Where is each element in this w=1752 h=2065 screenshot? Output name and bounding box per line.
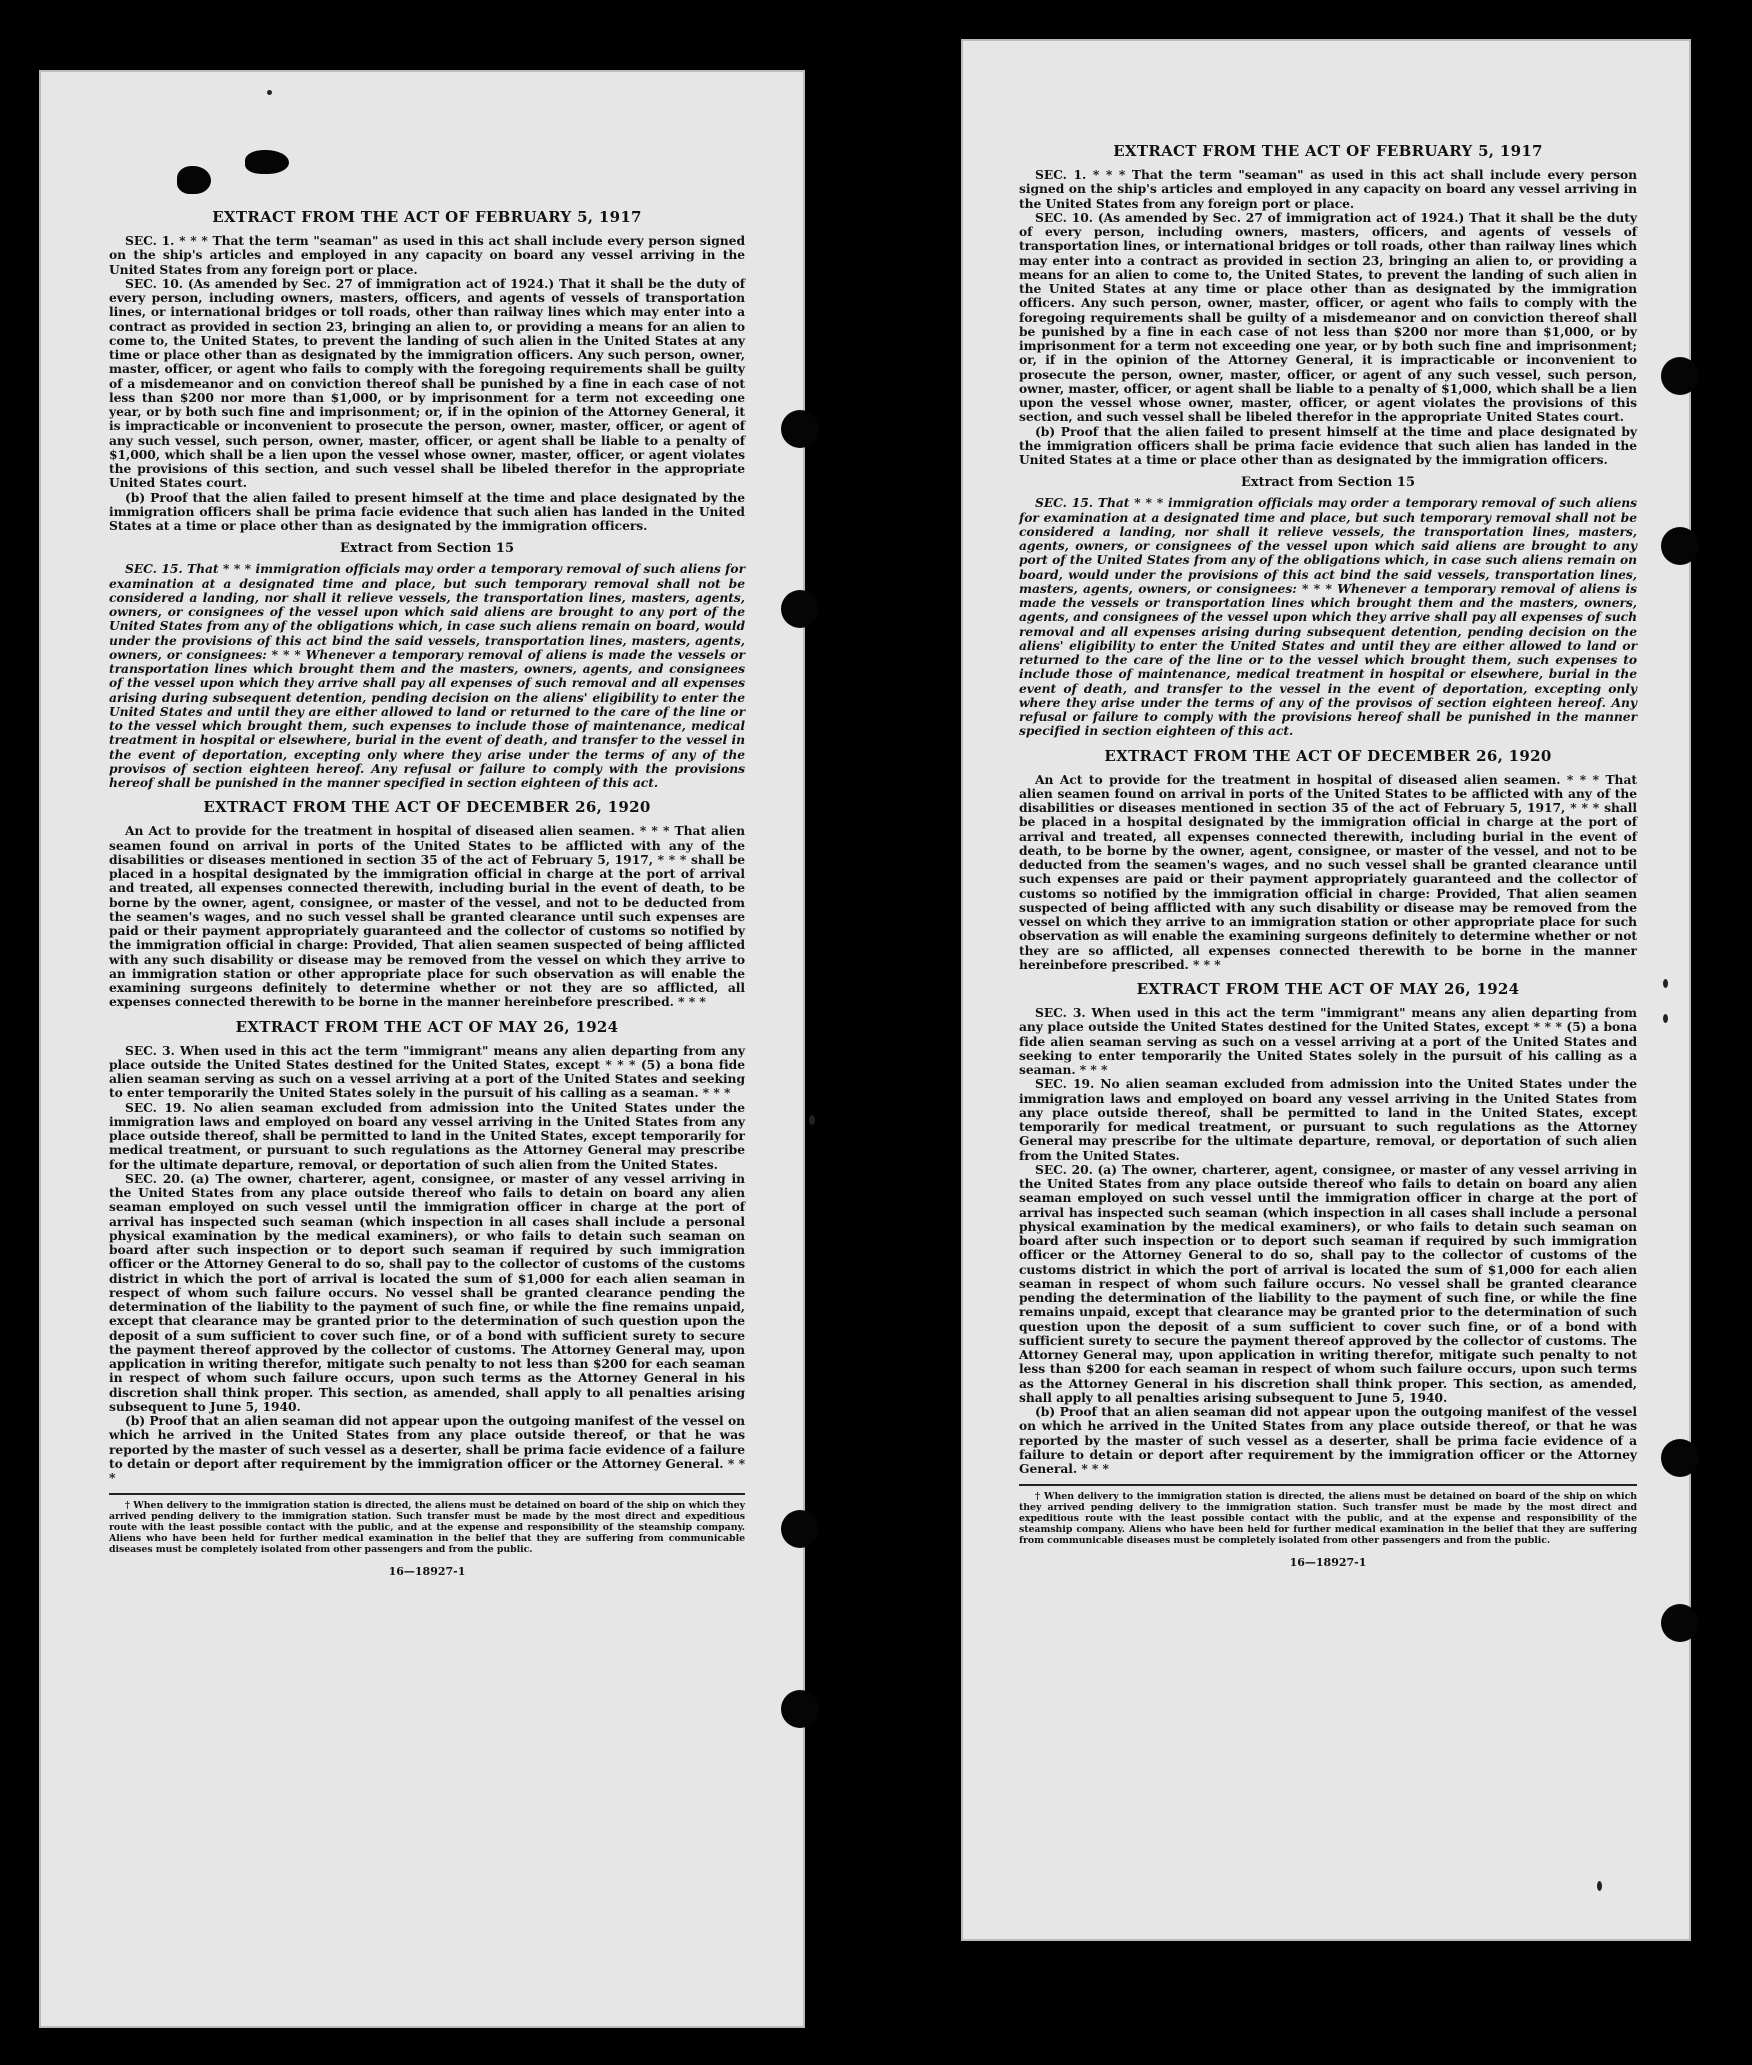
paragraph-proof-seaman: (b) Proof that an alien seaman did not appear upon the outgoing manifest of the vessel on which he arrived in the United States from any place outside thereof, or that he was reported by the master of such vessel as a deserter, shall be prima facie evidence of a failure to detain or deport after requirement by the immigration officer or the Attorney General. * * * xyxy=(1019,1404,1637,1476)
paragraph-proof-b: (b) Proof that the alien failed to present himself at the time and place designated by the immigration officers shall be prima facie evidence that such alien has landed in the United States at a time or place other than as designated by the immigration officers. xyxy=(109,489,745,533)
punch-hole xyxy=(1661,357,1699,395)
punch-hole xyxy=(1661,527,1699,565)
footnote-rule xyxy=(1019,1484,1637,1486)
paragraph-sec-19: SEC. 19. No alien seaman excluded from admission into the United States under the immigration laws and employed on board any vessel arriving in the United States from any place outside thereof, shall be permitted to land in the United States, except temporarily for medical treatment, or pursuant to such regulations as the Attorney General may prescribe for the ultimate departure, removal, or deportation of such alien from the United States. xyxy=(109,1099,745,1172)
paragraph-sec-19: SEC. 19. No alien seaman excluded from admission into the United States under the immigration laws and employed on board any vessel arriving in the United States from any place outside thereof, shall be permitted to land in the United States, except temporarily for medical treatment, or pursuant to such regulations as the Attorney General may prescribe for the ultimate departure, removal, or deportation of such alien from the United States. xyxy=(1019,1076,1637,1163)
ink-blot xyxy=(245,150,289,174)
paragraph-proof-b: (b) Proof that the alien failed to present himself at the time and place designated by the immigration officers shall be prima facie evidence that such alien has landed in the United States at a time or place other than as designated by the immigration officers. xyxy=(1019,423,1637,467)
heading-section-15: Extract from Section 15 xyxy=(1240,475,1416,491)
punch-hole xyxy=(1661,1439,1699,1477)
ink-speck xyxy=(809,1115,815,1125)
paragraph-sec-3: SEC. 3. When used in this act the term "immigrant" means any alien departing from any place outside the United States destined for the United States, except * * * (5) a bona fide alien seaman serving as such on a vessel arriving at a port of the United States and seeking to enter temporarily the United States solely in the pursuit of his calling as a seaman. * * * xyxy=(109,1042,745,1101)
footnote: † When delivery to the immigration station is directed, the aliens must be detained on board of the ship on which they arrived pending delivery to the immigration station. Such transfer must be made by the most direct and expeditious route with the least possible contact with the public, and at the expense and responsibility of the steamship company. Aliens who have been held for further medical examination in the belief that they are suffering from communicable diseases must be completely isolated from other passengers and from the public. xyxy=(109,1500,745,1555)
paragraph-sec-3: SEC. 3. When used in this act the term "immigrant" means any alien departing from any place outside the United States destined for the United States, except * * * (5) a bona fide alien seaman serving as such on a vessel arriving at a port of the United States and seeking to enter temporarily the United States solely in the pursuit of his calling as a seaman. * * * xyxy=(1019,1005,1637,1077)
punch-hole xyxy=(781,1690,819,1728)
paragraph-sec-20: SEC. 20. (a) The owner, charterer, agent, consignee, or master of any vessel arriving in the United States from any place outside thereof who fails to detain on board any alien seaman employed on such vessel until the immigration officer in charge at the port of arrival has inspected such seaman (which inspection in all cases shall include a personal physical examination by the medical examiners), or who fails to detain such seaman on board after such inspection or to deport such seaman if required by such immigration officer or the Attorney General to do so, shall pay to the collector of customs of the customs district in which the port of arrival is located the sum of $1,000 for each alien seaman in respect of whom such failure occurs. No vessel shall be granted clearance pending the determination of the liability to the payment of such fine, or while the fine remains unpaid, except that clearance may be granted prior to the determination of such question upon the deposit of a sum sufficient to cover such fine, or of a bond with sufficient surety to secure the payment thereof approved by the collector of customs. The Attorney General may, upon application in writing therefor, mitigate such penalty to not less than $200 for each seaman in respect of whom such failure occurs, upon such terms as the Attorney General in his discretion shall think proper. This section, as amended, shall apply to all penalties arising subsequent to June 5, 1940. xyxy=(1019,1161,1637,1405)
heading-act-may-1924: EXTRACT FROM THE ACT OF MAY 26, 1924 xyxy=(235,1017,619,1036)
paragraph-act-1920: An Act to provide for the treatment in hospital of diseased alien seamen. * * * That alien seamen found on arrival in ports of the United States to be afflicted with any of the disabilities or diseases mentioned in section 35 of the act of February 5, 1917, * * * shall be placed in a hospital designated by the immigration official in charge at the port of arrival and treated, all expenses connected therewith, including burial in the event of death, to be borne by the owner, agent, consignee, or master of the vessel, and not to be deducted from the seamen's wages, and no such vessel shall be granted clearance until such expenses are paid or their payment appropriately guaranteed and the collector of customs so notified by the immigration official in charge: Provided, That alien seamen suspected of being afflicted with any such disability or disease may be removed from the vessel on which they arrive to an immigration station or other appropriate place for such observation as will enable the examining surgeons definitely to determine whether or not they are so afflicted, all expenses connected therewith to be borne in the manner hereinbefore prescribed. * * * xyxy=(109,823,745,1010)
heading-act-december-1920: EXTRACT FROM THE ACT OF DECEMBER 26, 1920 xyxy=(1104,746,1552,765)
paragraph-sec-10: SEC. 10. (As amended by Sec. 27 of immigration act of 1924.) That it shall be the duty of every person, including owners, masters, officers, and agents of vessels of transportation lines, or international bridges or toll roads, other than railway lines which may enter into a contract as provided in section 23, bringing an alien to, or providing a means for an alien to come to, the United States, to prevent the landing of such alien in the United States at any time or place other than as designated by the immigration officers. Any such person, owner, master, officer, or agent who fails to comply with the foregoing requirements shall be guilty of a misdemeanor and on conviction thereof shall be punished by a fine in each case of not less than $200 nor more than $1,000, or by imprisonment for a term not exceeding one year, or by both such fine and imprisonment; or, if in the opinion of the Attorney General, it is impracticable or inconvenient to prosecute the person, owner, master, officer, or agent of any such vessel, such person, owner, master, officer, or agent shall be liable to a penalty of $1,000, which shall be a lien upon the vessel whose owner, master, officer, or agent violates the provisions of this section, and such vessel shall be libeled therefor in the appropriate United States court. xyxy=(109,275,745,491)
ink-speck xyxy=(1663,979,1668,988)
heading-act-may-1924: EXTRACT FROM THE ACT OF MAY 26, 1924 xyxy=(1136,980,1520,998)
paragraph-sec-1: SEC. 1. * * * That the term "seaman" as used in this act shall include every person signed on the ship's articles and employed in any capacity on board any vessel arriving in the United States from any foreign port or place. xyxy=(109,233,745,277)
heading-act-february-1917: EXTRACT FROM THE ACT OF FEBRUARY 5, 1917 xyxy=(212,208,642,226)
punch-hole xyxy=(781,410,819,448)
ink-blot xyxy=(177,166,211,194)
punch-hole xyxy=(781,590,819,628)
paragraph-act-1920: An Act to provide for the treatment in hospital of diseased alien seamen. * * * That alien seamen found on arrival in ports of the United States to be afflicted with any of the disabilities or diseases mentioned in section 35 of the act of February 5, 1917, * * * shall be placed in a hospital designated by the immigration official in charge at the port of arrival and treated, all expenses connected therewith, including burial in the event of death, to be borne by the owner, agent, consignee, or master of the vessel, and not to be deducted from the seamen's wages, and no such vessel shall be granted clearance until such expenses are paid or their payment appropriately guaranteed and the collector of customs so notified by the immigration official in charge: Provided, That alien seamen suspected of being afflicted with any such disability or disease may be removed from the vessel on which they arrive to an immigration station or other appropriate place for such observation as will enable the examining surgeons definitely to determine whether or not they are so afflicted, all expenses connected therewith to be borne in the manner hereinbefore prescribed. * * * xyxy=(1019,771,1637,972)
heading-act-december-1920: EXTRACT FROM THE ACT OF DECEMBER 26, 1920 xyxy=(203,798,651,817)
punch-hole xyxy=(1661,1604,1699,1642)
paragraph-proof-seaman: (b) Proof that an alien seaman did not appear upon the outgoing manifest of the vessel on which he arrived in the United States from any place outside thereof, or that he was reported by the master of such vessel as a deserter, shall be prima facie evidence of a failure to detain or deport after requirement by the immigration officer or the Attorney General. * * * xyxy=(109,1413,745,1485)
document-number: 16—18927-1 xyxy=(1289,1556,1367,1570)
ink-speck xyxy=(1663,1014,1668,1023)
document-page-right xyxy=(961,39,1691,1941)
ink-speck xyxy=(267,90,272,95)
paragraph-sec-10: SEC. 10. (As amended by Sec. 27 of immigration act of 1924.) That it shall be the duty of every person, including owners, masters, officers, and agents of vessels of transportation lines, or international bridges or toll roads, other than railway lines which may enter into a contract as provided in section 23, bringing an alien to, or providing a means for an alien to come to, the United States, to prevent the landing of such alien in the United States at any time or place other than as designated by the immigration officers. Any such person, owner, master, officer, or agent who fails to comply with the foregoing requirements shall be guilty of a misdemeanor and on conviction thereof shall be punished by a fine in each case of not less than $200 nor more than $1,000, or by imprisonment for a term not exceeding one year, or by both such fine and imprisonment; or, if in the opinion of the Attorney General, it is impracticable or inconvenient to prosecute the person, owner, master, officer, or agent of any such vessel, such person, owner, master, officer, or agent shall be liable to a penalty of $1,000, which shall be a lien upon the vessel whose owner, master, officer, or agent violates the provisions of this section, and such vessel shall be libeled therefor in the appropriate United States court. xyxy=(1019,209,1637,425)
footnote-rule xyxy=(109,1493,745,1495)
ink-speck xyxy=(1597,1881,1602,1891)
punch-hole xyxy=(781,1510,819,1548)
paragraph-sec-20: SEC. 20. (a) The owner, charterer, agent, consignee, or master of any vessel arriving in the United States from any place outside thereof who fails to detain on board any alien seaman employed on such vessel until the immigration officer in charge at the port of arrival has inspected such seaman (which inspection in all cases shall include a personal physical examination by the medical examiners), or who fails to detain such seaman on board after such inspection or to deport such seaman if required by such immigration officer or the Attorney General to do so, shall pay to the collector of customs of the customs district in which the port of arrival is located the sum of $1,000 for each alien seaman in respect of whom such failure occurs. No vessel shall be granted clearance pending the determination of the liability to the payment of such fine, or while the fine remains unpaid, except that clearance may be granted prior to the determination of such question upon the deposit of a sum sufficient to cover such fine, or of a bond with sufficient surety to secure the payment thereof approved by the collector of customs. The Attorney General may, upon application in writing therefor, mitigate such penalty to not less than $200 for each seaman in respect of whom such failure occurs, upon such terms as the Attorney General in his discretion shall think proper. This section, as amended, shall apply to all penalties arising subsequent to June 5, 1940. xyxy=(109,1170,745,1414)
paragraph-sec-15: SEC. 15. That * * * immigration officials may order a temporary removal of such aliens for examination at a designated time and place, but such temporary removal shall not be considered a landing, nor shall it relieve vessels, the transportation lines, masters, agents, owners, or consignees of the vessel upon which said aliens are brought to any port of the United States from any of the obligations which, in case such aliens remain on board, would under the provisions of this act bind the said vessels, transportation lines, masters, agents, owners, or consignees: * * * Whenever a temporary removal of aliens is made the vessels or transportation lines which brought them and the masters, owners, agents, and consignees of the vessel upon which they arrive shall pay all expenses of such removal and all expenses arising during subsequent detention, pending decision on the aliens' eligibility to enter the United States and until they are either allowed to land or returned to the care of the line or to the vessel which brought them, such expenses to include those of maintenance, medical treatment in hospital or elsewhere, burial in the event of death, and transfer to the vessel in the event of deportation, excepting only where they arise under the terms of any of the provisos of section eighteen hereof. Any refusal or failure to comply with the provisions hereof shall be punished in the manner specified in section eighteen of this act. xyxy=(109,561,745,790)
heading-section-15: Extract from Section 15 xyxy=(339,541,515,557)
paragraph-sec-15: SEC. 15. That * * * immigration officials may order a temporary removal of such aliens for examination at a designated time and place, but such temporary removal shall not be considered a landing, nor shall it relieve vessels, the transportation lines, masters, agents, owners, or consignees of the vessel upon which said aliens are brought to any port of the United States from any of the obligations which, in case such aliens remain on board, would under the provisions of this act bind the said vessels, transportation lines, masters, agents, owners, or consignees: * * * Whenever a temporary removal of aliens is made the vessels or transportation lines which brought them and the masters, owners, agents, and consignees of the vessel upon which they arrive shall pay all expenses of such removal and all expenses arising during subsequent detention, pending decision on the aliens' eligibility to enter the United States and until they are either allowed to land or returned to the care of the line or to the vessel which brought them, such expenses to include those of maintenance, medical treatment in hospital or elsewhere, burial in the event of death, and transfer to the vessel in the event of deportation, excepting only where they arise under the terms of any of the provisos of section eighteen hereof. Any refusal or failure to comply with the provisions hereof shall be punished in the manner specified in section eighteen of this act. xyxy=(1019,495,1637,739)
paragraph-sec-1: SEC. 1. * * * That the term "seaman" as used in this act shall include every person signed on the ship's articles and employed in any capacity on board any vessel arriving in the United States from any foreign port or place. xyxy=(1019,167,1637,211)
document-page-left xyxy=(39,70,805,2028)
heading-act-february-1917: EXTRACT FROM THE ACT OF FEBRUARY 5, 1917 xyxy=(1113,142,1543,160)
footnote: † When delivery to the immigration station is directed, the aliens must be detained on board of the ship on which they arrived pending delivery to the immigration station. Such transfer must be made by the most direct and expeditious route with the least possible contact with the public, and at the expense and responsibility of the steamship company. Aliens who have been held for further medical examination in the belief that they are suffering from communicable diseases must be completely isolated from other passengers and from the public. xyxy=(1019,1491,1637,1546)
document-number: 16—18927-1 xyxy=(388,1565,466,1579)
